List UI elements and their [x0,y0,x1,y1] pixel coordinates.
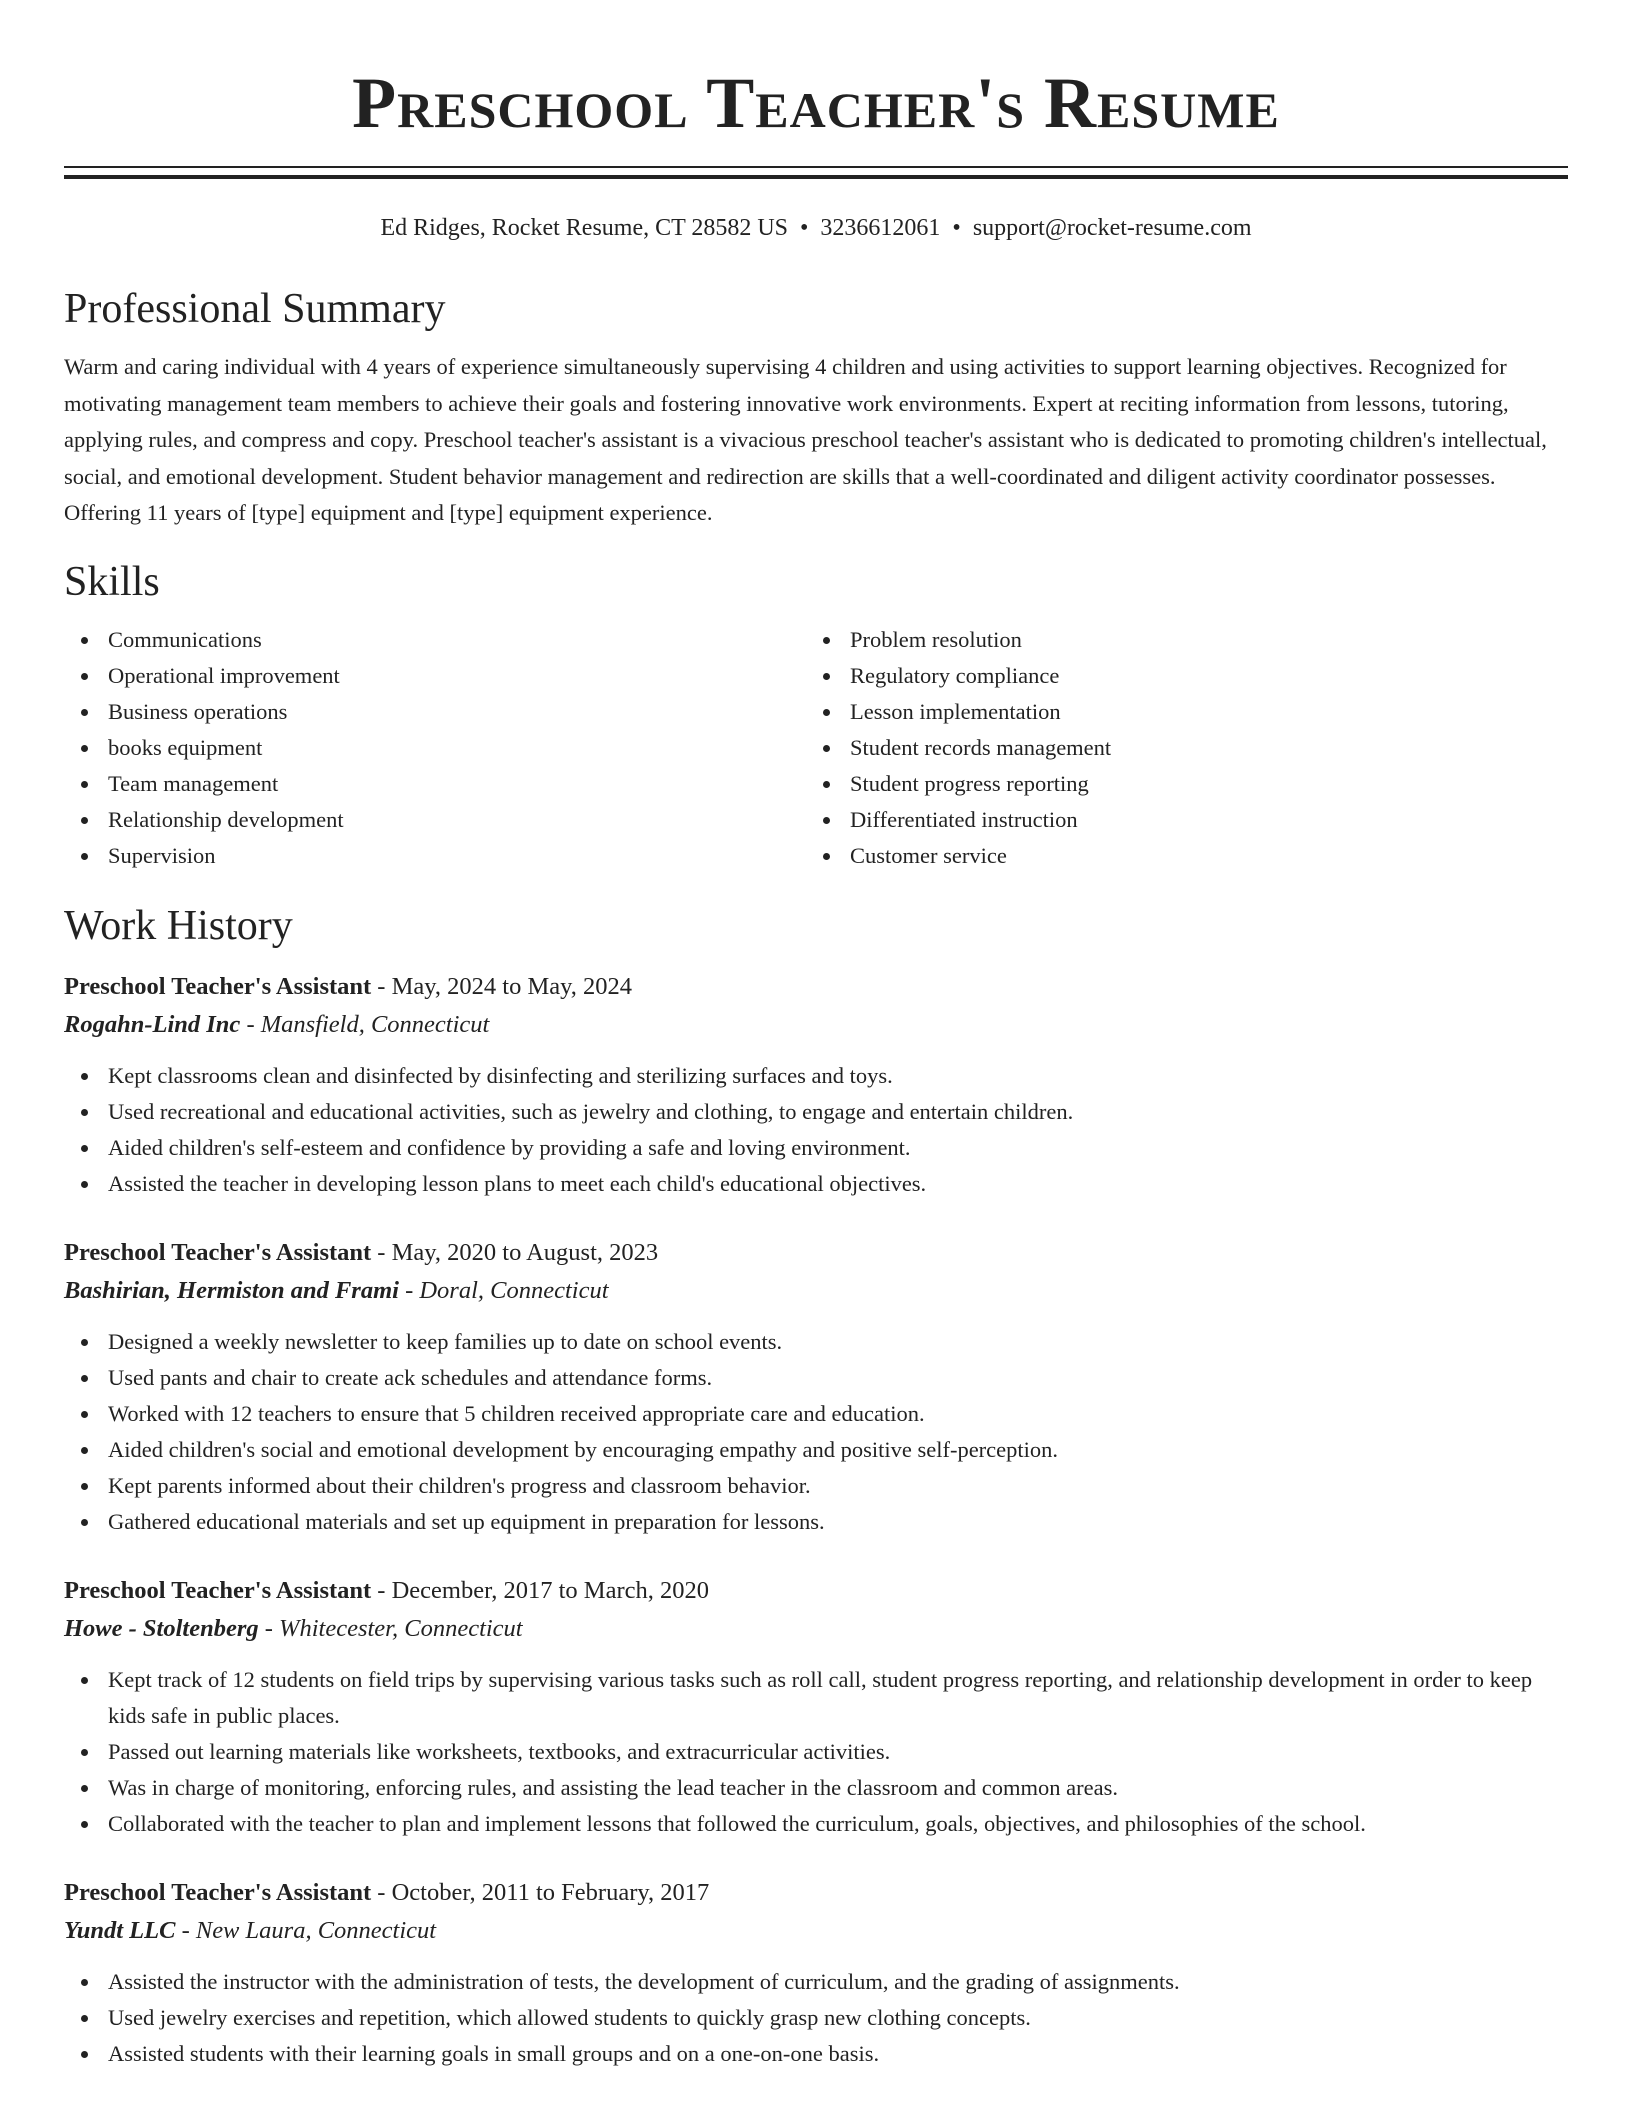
job-duties [64,1964,1568,2072]
duty-item: Kept track of 12 students on field trips by supervising various tasks such as roll call, student progress reporting, and relationship development in order to keep kids safe in public places. [64,1662,1568,1734]
skill-item: Lesson implementation [806,694,1548,730]
skill-item: Student records management [806,730,1548,766]
contact-separator: • [952,215,961,241]
job-company: Yundt LLC [64,1916,176,1944]
skills-list-left [64,622,806,874]
job-dates: - December, 2017 to March, 2020 [371,1576,710,1604]
job-title: Preschool Teacher's Assistant [64,972,372,1000]
skill-item: Differentiated instruction [806,802,1548,838]
job-entry [64,1874,1568,2072]
duty-item: Passed out learning materials like worksheets, textbooks, and extracurricular activities. [64,1734,1568,1770]
skills-heading: Skills [64,558,160,605]
job-dates: - October, 2011 to February, 2017 [371,1878,710,1906]
duty-item: Was in charge of monitoring, enforcing rules, and assisting the lead teacher in the classroom and common areas. [64,1770,1568,1806]
summary-text: Warm and caring individual with 4 years of experience simultaneously supervising 4 children and using activities to support learning objectives. Recognized for motivating management team members to achieve their goals and fostering innovative work environments. Expert at reciting information from lessons, tutoring, applying rules, and compress and copy. Preschool teacher's assistant is a vivacious preschool teacher's assistant who is dedicated to promoting children's intellectual, social, and emotional development. Student behavior management and redirection are skills that a well-coordinated and diligent activity coordinator possesses. Offering 11 years of [type] equipment and [type] equipment experience. [64,354,1547,525]
duty-item: Kept classrooms clean and disinfected by disinfecting and sterilizing surfaces and toys. [64,1058,1568,1094]
duty-item: Kept parents informed about their children's progress and classroom behavior. [64,1468,1568,1504]
skill-item: books equipment [64,730,806,766]
title-divider [64,166,1568,179]
work-history-heading: Work History [64,902,293,949]
job-entry [64,968,1568,1202]
skills-columns [64,622,1568,874]
job-title: Preschool Teacher's Assistant [64,1878,372,1906]
duty-item: Worked with 12 teachers to ensure that 5 children received appropriate care and education. [64,1396,1568,1432]
job-location: - Doral, Connecticut [398,1276,609,1304]
duty-item: Assisted the teacher in developing lesson plans to meet each child's educational objectives. [64,1166,1568,1202]
job-company-line [64,1912,1568,1950]
job-duties [64,1324,1568,1540]
duty-item: Assisted the instructor with the administration of tests, the development of curriculum, and the grading of assignments. [64,1964,1568,2000]
duty-item: Aided children's self-esteem and confidence by providing a safe and loving environment. [64,1130,1568,1166]
job-company: Bashirian, Hermiston and Frami [64,1276,399,1304]
duty-item: Aided children's social and emotional development by encouraging empathy and positive self-perception. [64,1432,1568,1468]
duty-item: Gathered educational materials and set up equipment in preparation for lessons. [64,1504,1568,1540]
job-location: - New Laura, Connecticut [175,1916,437,1944]
job-header [64,1572,1568,1610]
contact-line [64,213,1568,243]
job-dates: - May, 2020 to August, 2023 [371,1238,659,1266]
job-duties [64,1058,1568,1202]
job-title: Preschool Teacher's Assistant [64,1238,372,1266]
contact-email: support@rocket-resume.com [972,215,1252,241]
skills-list-right [806,622,1548,874]
resume-title: Preschool Teacher's Resume [352,63,1280,143]
job-company-line [64,1006,1568,1044]
skill-item: Operational improvement [64,658,806,694]
job-header [64,968,1568,1006]
duty-item: Used jewelry exercises and repetition, which allowed students to quickly grasp new clothing concepts. [64,2000,1568,2036]
job-company-line [64,1610,1568,1648]
duty-item: Collaborated with the teacher to plan and implement lessons that followed the curriculum, goals, objectives, and philosophies of the school. [64,1806,1568,1842]
duty-item: Used recreational and educational activities, such as jewelry and clothing, to engage and entertain children. [64,1094,1568,1130]
job-header [64,1874,1568,1912]
skill-item: Communications [64,622,806,658]
skill-item: Business operations [64,694,806,730]
duty-item: Designed a weekly newsletter to keep families up to date on school events. [64,1324,1568,1360]
contact-separator: • [800,215,809,241]
job-header [64,1234,1568,1272]
resume-page [64,0,1568,2072]
job-company-line [64,1272,1568,1310]
skill-item: Regulatory compliance [806,658,1548,694]
job-entry [64,1572,1568,1842]
job-company: Howe - Stoltenberg [64,1614,259,1642]
job-location: - Whitecester, Connecticut [258,1614,523,1642]
job-company: Rogahn-Lind Inc [64,1010,241,1038]
skill-item: Relationship development [64,802,806,838]
job-dates: - May, 2024 to May, 2024 [371,972,633,1000]
skill-item: Supervision [64,838,806,874]
contact-address: Ed Ridges, Rocket Resume, CT 28582 US [380,215,789,241]
skill-item: Team management [64,766,806,802]
skill-item: Problem resolution [806,622,1548,658]
contact-phone: 3236612061 [820,215,941,241]
job-duties [64,1662,1568,1842]
job-location: - Mansfield, Connecticut [240,1010,490,1038]
duty-item: Used pants and chair to create ack schedules and attendance forms. [64,1360,1568,1396]
job-entry [64,1234,1568,1540]
skill-item: Student progress reporting [806,766,1548,802]
summary-heading: Professional Summary [64,286,446,332]
duty-item: Assisted students with their learning goals in small groups and on a one-on-one basis. [64,2036,1568,2072]
job-title: Preschool Teacher's Assistant [64,1576,372,1604]
skill-item: Customer service [806,838,1548,874]
